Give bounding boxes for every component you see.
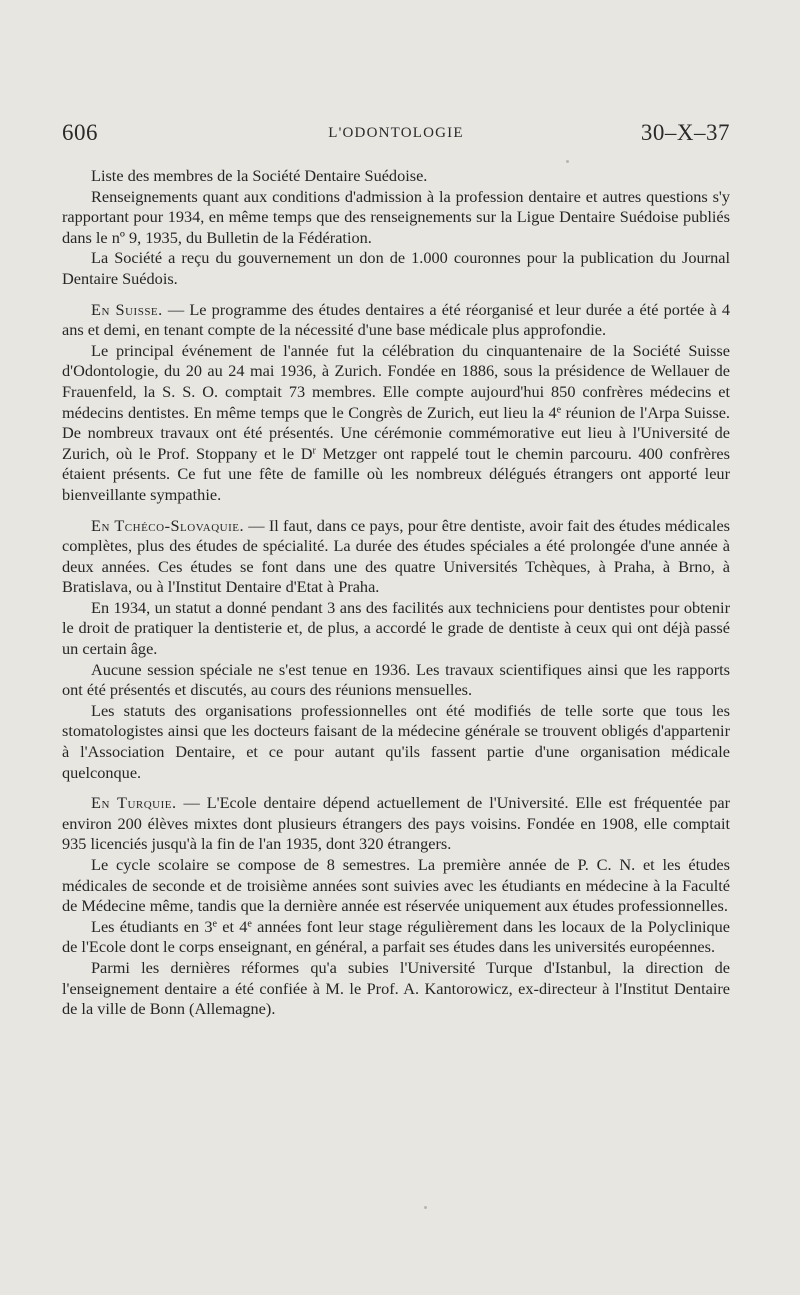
paragraph-turkish-curriculum: Le cycle scolaire se compose de 8 semestres. La première année de P. C. N. et les études médicales de seconde et de troisième années sont suivies avec les étudiants en médecine à la Faculté de Médecine même, tandis que la dernière année est réservée uniquement aux études professionnelles. bbox=[62, 855, 730, 916]
page-number: 606 bbox=[62, 120, 98, 145]
article-body bbox=[62, 166, 730, 1020]
paragraph-swiss-jubilee: Le principal événement de l'année fut la célébration du cinquantenaire de la Société Suisse d'Odontologie, du 20 au 24 mai 1936, à Zurich. Fondée en 1886, sous la présidence de Wellauer de Frauenfeld, la S. S. O. comptait 73 membres. Elle compte aujourd'hui 850 confrères médecins et médecins dentistes. En même temps que le Congrès de Zurich, eut lieu la 4e réunion de l'Arpa Suisse. De nombreux travaux ont été présentés. Une cérémonie commémorative eut lieu à l'Université de Zurich, où le Prof. Stoppany et le $D^r$ Metzger ont rappelé tout le chemin parcouru. 400 confrères étaient présents. Ce fut une fête de famille où les nombreux délégués étrangers ont apporté leur bienveillante sympathie. bbox=[62, 340, 730, 504]
paragraph-turkish-internship: Les étudiants en 3e et 4e années font leur stage régulièrement dans les locaux de la Polyclinique de l'Ecole dont le corps enseignant, en général, a parfait ses études dans les universités européennes. bbox=[62, 916, 731, 957]
page-header bbox=[62, 120, 730, 154]
section-switzerland: En Suisse. — Le programme des études dentaires a été réorganisé et leur durée a été portée à 4 ans et demi, en tenant compte de la nécessité d'une base médicale plus approfondie. bbox=[62, 299, 730, 340]
running-title: L'ODONTOLOGIE bbox=[328, 125, 464, 141]
paragraph-admission-info: Renseignements quant aux conditions d'admission à la profession dentaire et autres questions s'y rapportant pour 1934, en même temps que des renseignements sur la Ligue Dentaire Suédoise publiés dans le nº 9, 1935, du Bulletin de la Fédération. bbox=[62, 186, 730, 247]
section-czechoslovakia: En Tchéco-Slovaquie. — Il faut, dans ce pays, pour être dentiste, avoir fait des études médicales complètes, plus des études de spécialité. La durée des études spéciales a été prolongée d'une année à deux années. Ces études se font dans une des quatre Universités Tchèques, à Praha, à Brno, à Bratislava, ou à l'Institut Dentaire d'Etat à Praha. bbox=[62, 515, 731, 597]
issue-date: 30–X–37 bbox=[640, 120, 730, 145]
paragraph-czech-statutes: Les statuts des organisations professionnelles ont été modifiés de telle sorte que tous les stomatologistes ainsi que les docteurs faisant de la médecine générale se trouvent obligés d'appartenir à l'Association Dentaire, et ce pour autant qu'ils fassent partie d'une organisation médicale quelconque. bbox=[62, 700, 730, 782]
paper-speck bbox=[566, 160, 569, 163]
paragraph-czech-sessions: Aucune session spéciale ne s'est tenue en 1936. Les travaux scientifiques ainsi que les rapports ont été présentés et discutés, au cours des réunions mensuelles. bbox=[62, 659, 730, 700]
paper-speck bbox=[424, 1206, 427, 1209]
paragraph-member-list: Liste des membres de la Société Dentaire Suédoise. bbox=[91, 166, 428, 185]
paragraph-government-donation: La Société a reçu du gouvernement un don de 1.000 couronnes pour la publication du Journal Dentaire Suédois. bbox=[62, 248, 730, 288]
country-heading: En Suisse. bbox=[91, 299, 163, 319]
paragraph-czech-statute: En 1934, un statut a donné pendant 3 ans des facilités aux techniciens pour dentistes pour obtenir le droit de pratiquer la dentisterie et, de plus, a accordé le grade de dentiste à ceux qui ont déjà passé un certain âge. bbox=[62, 597, 730, 659]
section-turkey: En Turquie. — L'Ecole dentaire dépend actuellement de l'Université. Elle est fréquentée par environ 200 élèves mixtes dont plusieurs étrangers des pays voisins. Fondée en 1908, elle comptait 935 licenciés jusqu'à la fin de l'an 1935, dont 320 étrangers. bbox=[62, 793, 730, 854]
country-heading: En Turquie. bbox=[91, 793, 177, 813]
country-heading: En Tchéco-Slovaquie. bbox=[91, 515, 245, 535]
paragraph-turkish-reform: Parmi les dernières réformes qu'a subies l'Université Turque d'Istanbul, la direction de l'enseignement dentaire a été confiée à M. le Prof. A. Kantorowicz, ex-directeur à l'Institut Dentaire de la ville de Bonn (Allemagne). bbox=[62, 957, 730, 1019]
